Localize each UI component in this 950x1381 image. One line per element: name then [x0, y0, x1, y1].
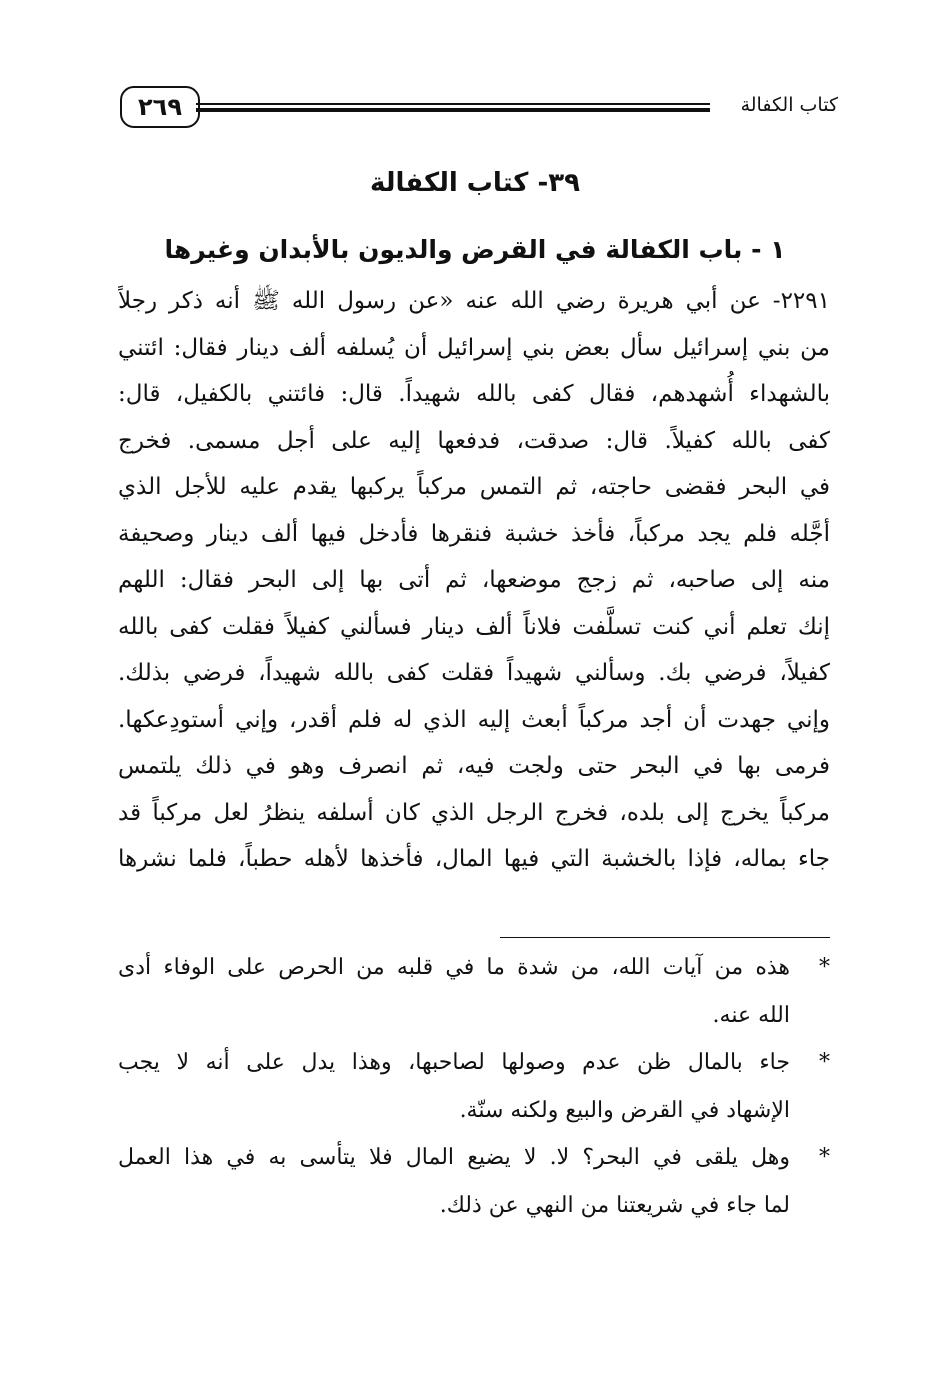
footnotes — [118, 944, 830, 1229]
body-text — [118, 278, 830, 883]
footnote-line: هذه من آيات الله، من شدة ما في قلبه من الحرص على الوفاء أدى — [118, 955, 790, 980]
body-line: جاء بماله، فإذا بالخشبة التي فيها المال، فأخذها لأهله حطباً، فلما نشرها — [118, 846, 830, 872]
body-line: ٢٢٩١- عن أبي هريرة رضي الله عنه «عن رسول الله ﷺ أنه ذكر رجلاً — [118, 288, 830, 314]
chapter-title: ٣٩- كتاب الكفالة — [369, 168, 581, 198]
footnote-line: الله عنه. — [712, 1002, 790, 1028]
body-line: كفى بالله كفيلاً. قال: صدقت، فدفعها إليه على أجل مسمى. فخرج — [118, 427, 830, 454]
body-line: إنك تعلم أني كنت تسلَّفت فلاناً ألف دينار فسألني كفيلاً فقلت كفى بالله — [118, 613, 830, 640]
body-line: أجَّله فلم يجد مركباً، فأخذ خشبة فنقرها فأدخل فيها ألف دينار وصحيفة — [118, 520, 830, 547]
page-number: ٢٦٩ — [120, 86, 200, 128]
footnote-line: جاء بالمال ظن عدم وصولها لصاحبها، وهذا يدل على أنه لا يجب — [118, 1050, 790, 1075]
body-line: من بني إسرائيل سأل بعض بني إسرائيل أن يُسلفه ألف دينار فقال: ائتني — [118, 334, 830, 361]
footnote-line: الإشهاد في القرض والبيع ولكنه سنّة. — [459, 1097, 790, 1123]
body-line: بالشهداء أُشهدهم، فقال كفى بالله شهيداً. قال: فائتني بالكفيل، قال: — [118, 381, 830, 407]
body-line: في البحر فقضى حاجته، ثم التمس مركباً يركبها يقدم عليه للأجل الذي — [118, 474, 830, 500]
body-line: مركباً يخرج إلى بلده، فخرج الرجل الذي كان أسلفه ينظرُ لعل مركباً قد — [118, 799, 830, 826]
header-rule — [196, 103, 710, 112]
footnote-marker: * — [819, 1050, 830, 1075]
section-title: ١ - باب الكفالة في القرض والديون بالأبدان وغيرها — [164, 235, 786, 264]
body-line: منه إلى صاحبه، ثم زجج موضعها، ثم أتى بها إلى البحر فقال: اللهم — [118, 567, 830, 593]
footnote — [118, 944, 830, 1039]
footnote-line: لما جاء في شريعتنا من النهي عن ذلك. — [439, 1192, 790, 1218]
footnote-separator — [500, 937, 830, 938]
footnote-marker: * — [819, 955, 830, 980]
footnote-line: وهل يلقى في البحر؟ لا. لا يضيع المال فلا يتأسى به في هذا العمل — [118, 1145, 790, 1170]
body-line: كفيلاً، فرضي بك. وسألني شهيداً فقلت كفى بالله شهيداً، فرضي بذلك. — [118, 660, 830, 686]
footnote — [118, 1134, 830, 1229]
body-line: فرمى بها في البحر حتى ولجت فيه، ثم انصرف وهو في ذلك يلتمس — [118, 753, 830, 779]
running-header-title: كتاب الكفالة — [740, 94, 838, 116]
body-line: وإني جهدت أن أجد مركباً أبعث إليه الذي له فلم أقدر، وإني أستودِعكها. — [118, 706, 830, 733]
footnote-marker: * — [819, 1145, 830, 1170]
footnote — [118, 1039, 830, 1134]
